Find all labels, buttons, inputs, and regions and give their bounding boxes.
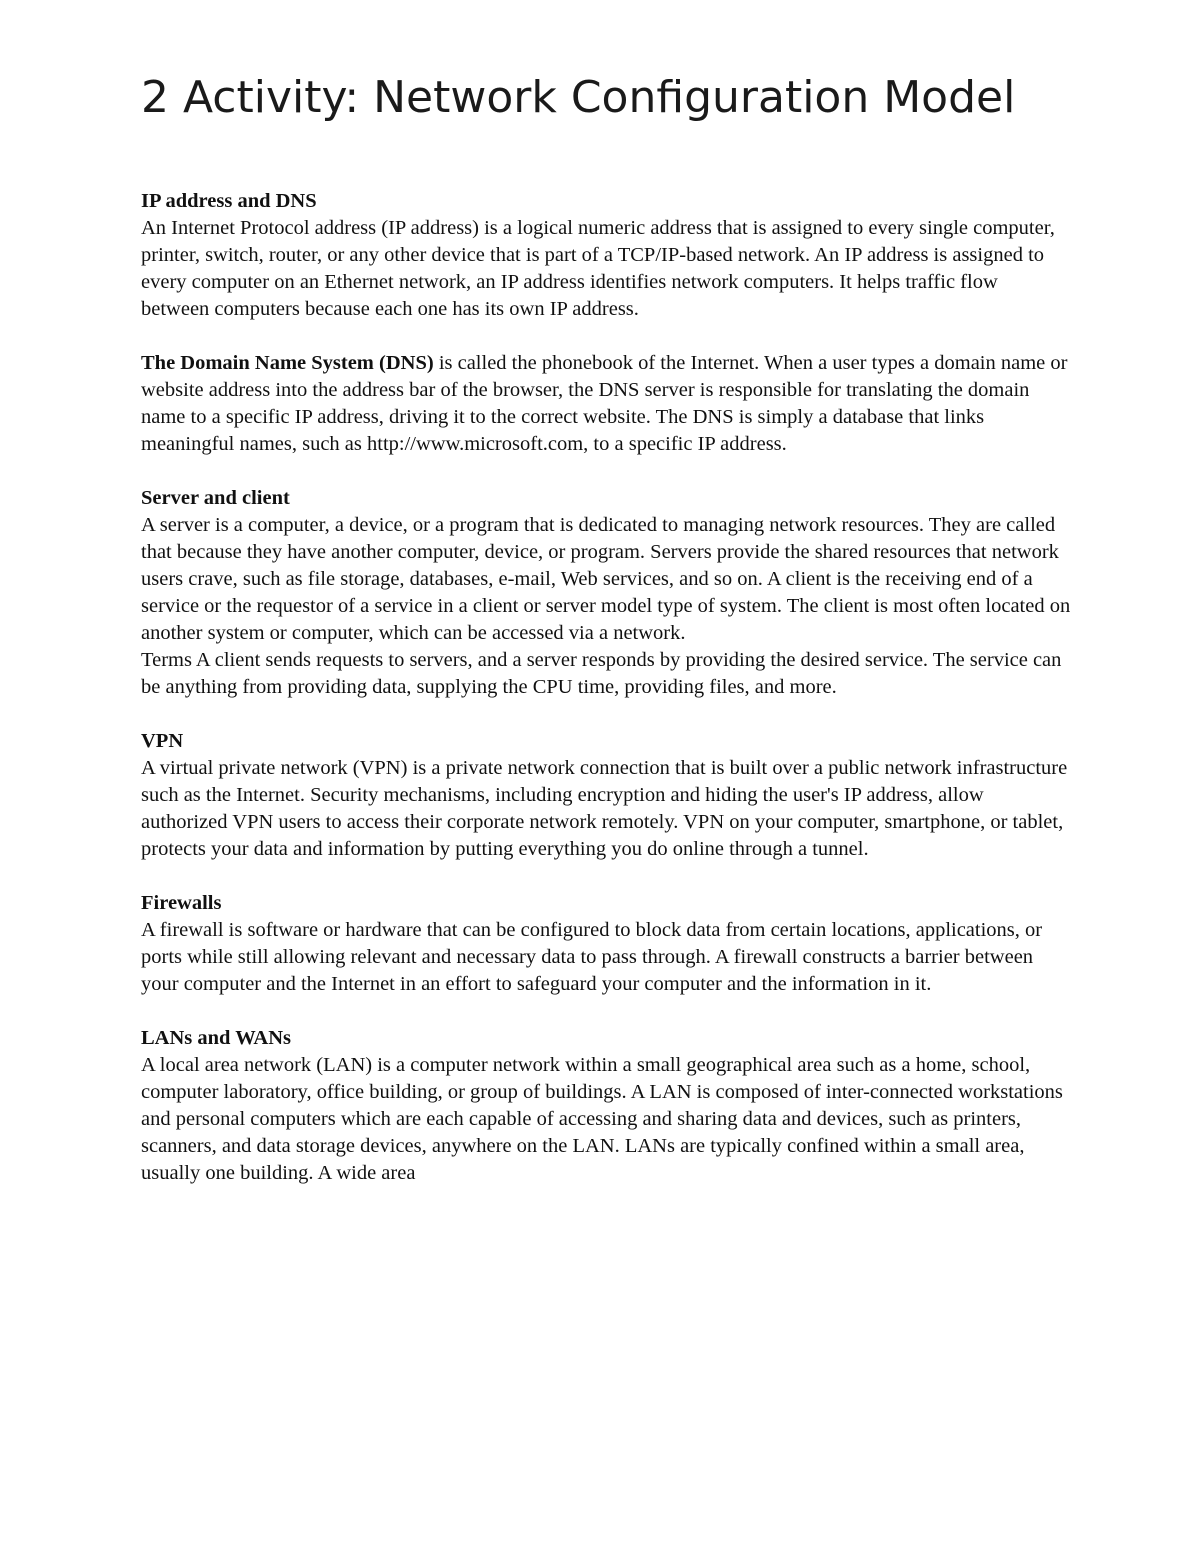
- section-heading: Firewalls: [141, 892, 222, 914]
- paragraph-text: is called the phonebook of the Internet. When a user types a domain name or website address into the address bar of the browser, the DNS server is responsible for translating the domain name to a specific IP address, driving it to the correct website. The DNS is simply a database that links meaningful names, such as http://www.microsoft.com, to a specific IP address.: [141, 352, 1068, 455]
- section-firewalls: [141, 890, 1071, 998]
- section-ip-dns: [141, 188, 1071, 458]
- paragraph: Terms A client sends requests to servers, and a server responds by providing the desired service. The service can be anything from providing data, supplying the CPU time, providing files, and more.: [141, 649, 1062, 698]
- section-heading: Server and client: [141, 487, 290, 509]
- paragraph: A firewall is software or hardware that can be configured to block data from certain locations, applications, or ports while still allowing relevant and necessary data to pass through. A firewall constructs a barrier between your computer and the Internet in an effort to safeguard your computer and the information in it.: [141, 919, 1043, 995]
- section-heading: LANs and WANs: [141, 1027, 292, 1049]
- paragraph: A server is a computer, a device, or a program that is dedicated to managing network resources. They are called that because they have another computer, device, or program. Servers provide the shared resources that network users crave, such as file storage, databases, e-mail, Web services, and so on. A client is the receiving end of a service or the requestor of a service in a client or server model type of system. The client is most often located on another system or computer, which can be accessed via a network.: [141, 514, 1071, 644]
- section-heading: IP address and DNS: [141, 190, 317, 212]
- paragraph: A local area network (LAN) is a computer network within a small geographical area such as a home, school, computer laboratory, office building, or group of buildings. A LAN is composed of inter-connected workstations and personal computers which are each capable of accessing and sharing data and devices, such as printers, scanners, and data storage devices, anywhere on the LAN. LANs are typically confined within a small area, usually one building. A wide area: [141, 1054, 1063, 1184]
- paragraph-dns: [141, 350, 1071, 458]
- document-title: 2 Activity: Network Configuration Model: [141, 72, 1016, 123]
- paragraph: An Internet Protocol address (IP address) is a logical numeric address that is assigned to every single computer, printer, switch, router, or any other device that is part of a TCP/IP-based network. An IP address is assigned to every computer on an Ethernet network, an IP address identifies network computers. It helps traffic flow between computers because each one has its own IP address.: [141, 217, 1055, 320]
- section-lans-wans: [141, 1025, 1071, 1187]
- section-vpn: [141, 728, 1071, 863]
- paragraph: A virtual private network (VPN) is a private network connection that is built over a public network infrastructure such as the Internet. Security mechanisms, including encryption and hiding the user's IP address, allow authorized VPN users to access their corporate network remotely. VPN on your computer, smartphone, or tablet, protects your data and information by putting everything you do online through a tunnel.: [141, 757, 1068, 860]
- section-heading: VPN: [141, 730, 184, 752]
- document-body: [141, 70, 1071, 1214]
- inline-bold-term: The Domain Name System (DNS): [141, 352, 434, 374]
- section-server-client: [141, 485, 1071, 701]
